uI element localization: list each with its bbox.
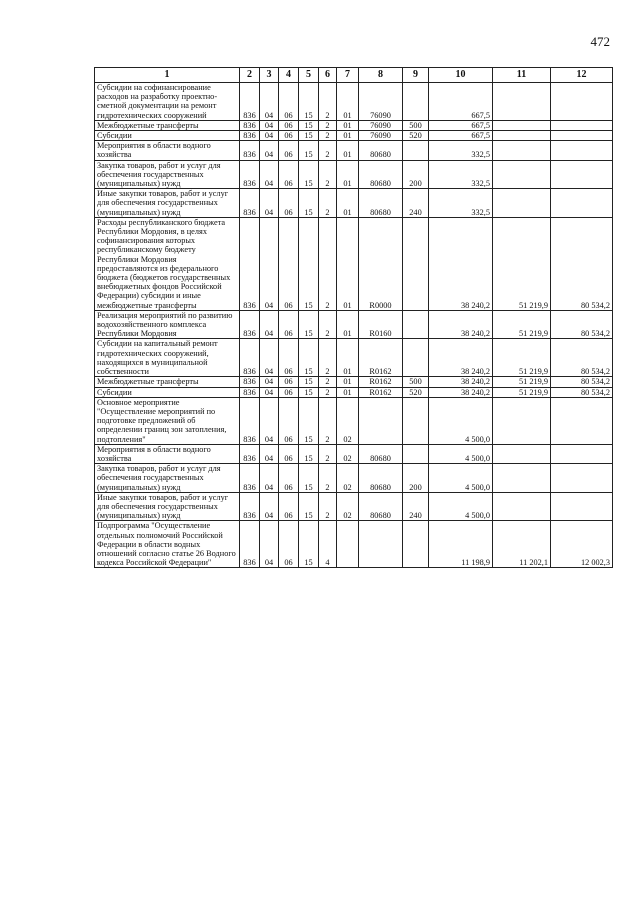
row-code-6: 2 — [319, 464, 337, 493]
table-row — [95, 141, 613, 160]
row-value-12: 80 534,2 — [551, 377, 613, 387]
row-value-10: 667,5 — [429, 120, 493, 130]
row-code-2: 836 — [240, 189, 260, 218]
row-name: Субсидии — [95, 387, 240, 397]
row-code-6: 2 — [319, 131, 337, 141]
row-code-4: 06 — [279, 141, 299, 160]
row-code-4: 06 — [279, 387, 299, 397]
row-value-11 — [493, 464, 551, 493]
row-code-8: 80680 — [359, 141, 403, 160]
row-code-6: 2 — [319, 141, 337, 160]
table-row — [95, 521, 613, 568]
column-header: 1 — [95, 68, 240, 83]
row-value-12: 80 534,2 — [551, 310, 613, 339]
row-code-5: 15 — [299, 492, 319, 521]
table-row — [95, 492, 613, 521]
row-code-4: 06 — [279, 131, 299, 141]
row-code-5: 15 — [299, 444, 319, 463]
row-code-9 — [403, 521, 429, 568]
row-code-8: R0162 — [359, 387, 403, 397]
row-code-9: 240 — [403, 189, 429, 218]
row-code-6: 2 — [319, 444, 337, 463]
row-value-12 — [551, 131, 613, 141]
row-code-7: 01 — [337, 120, 359, 130]
row-code-7: 01 — [337, 217, 359, 310]
row-code-5: 15 — [299, 217, 319, 310]
row-code-7: 01 — [337, 339, 359, 377]
row-code-5: 15 — [299, 160, 319, 189]
row-code-3: 04 — [260, 444, 279, 463]
row-code-2: 836 — [240, 83, 260, 121]
row-value-10: 38 240,2 — [429, 310, 493, 339]
row-code-6: 2 — [319, 217, 337, 310]
row-value-11 — [493, 131, 551, 141]
row-code-4: 06 — [279, 83, 299, 121]
row-code-5: 15 — [299, 131, 319, 141]
row-code-8: 80680 — [359, 160, 403, 189]
row-value-10: 667,5 — [429, 83, 493, 121]
row-name: Мероприятия в области водного хозяйства — [95, 444, 240, 463]
row-code-7: 02 — [337, 444, 359, 463]
budget-table — [94, 67, 613, 568]
row-code-3: 04 — [260, 492, 279, 521]
row-code-9: 500 — [403, 377, 429, 387]
table-row — [95, 377, 613, 387]
row-code-5: 15 — [299, 377, 319, 387]
row-code-7: 01 — [337, 160, 359, 189]
row-code-7: 01 — [337, 83, 359, 121]
row-name: Межбюджетные трансферты — [95, 120, 240, 130]
table-row — [95, 217, 613, 310]
row-code-3: 04 — [260, 120, 279, 130]
row-code-7: 01 — [337, 310, 359, 339]
row-code-8 — [359, 397, 403, 444]
row-code-4: 06 — [279, 217, 299, 310]
row-code-5: 15 — [299, 464, 319, 493]
row-code-5: 15 — [299, 387, 319, 397]
row-code-9 — [403, 339, 429, 377]
column-header: 12 — [551, 68, 613, 83]
row-code-3: 04 — [260, 217, 279, 310]
row-code-3: 04 — [260, 464, 279, 493]
row-value-12: 80 534,2 — [551, 217, 613, 310]
row-code-4: 06 — [279, 444, 299, 463]
row-name: Межбюджетные трансферты — [95, 377, 240, 387]
row-code-5: 15 — [299, 120, 319, 130]
row-code-4: 06 — [279, 189, 299, 218]
row-code-8: R0162 — [359, 377, 403, 387]
row-code-7: 01 — [337, 387, 359, 397]
row-code-2: 836 — [240, 120, 260, 130]
row-code-9 — [403, 444, 429, 463]
row-value-11: 51 219,9 — [493, 377, 551, 387]
row-name: Мероприятия в области водного хозяйства — [95, 141, 240, 160]
row-code-3: 04 — [260, 377, 279, 387]
row-code-8: R0162 — [359, 339, 403, 377]
row-value-12 — [551, 189, 613, 218]
row-code-3: 04 — [260, 387, 279, 397]
row-code-3: 04 — [260, 141, 279, 160]
column-header: 7 — [337, 68, 359, 83]
row-code-9: 200 — [403, 160, 429, 189]
row-value-12: 80 534,2 — [551, 339, 613, 377]
row-code-6: 2 — [319, 310, 337, 339]
row-value-10: 332,5 — [429, 141, 493, 160]
row-value-12 — [551, 397, 613, 444]
row-code-3: 04 — [260, 521, 279, 568]
table-row — [95, 339, 613, 377]
table-row — [95, 464, 613, 493]
row-name: Субсидии на софинансирование расходов на разработку проектно-сметной документации на ремонт гидротехнических сооружений — [95, 83, 240, 121]
row-value-12: 80 534,2 — [551, 387, 613, 397]
table-row — [95, 397, 613, 444]
table-row — [95, 387, 613, 397]
row-code-2: 836 — [240, 377, 260, 387]
row-code-7: 01 — [337, 141, 359, 160]
table-row — [95, 310, 613, 339]
row-code-2: 836 — [240, 160, 260, 189]
row-code-9: 520 — [403, 131, 429, 141]
row-value-11 — [493, 83, 551, 121]
column-header: 10 — [429, 68, 493, 83]
row-value-12: 12 002,3 — [551, 521, 613, 568]
row-value-10: 667,5 — [429, 131, 493, 141]
row-value-11 — [493, 141, 551, 160]
row-code-6: 2 — [319, 189, 337, 218]
row-code-2: 836 — [240, 339, 260, 377]
page-number: 472 — [590, 34, 610, 49]
row-code-8: R0000 — [359, 217, 403, 310]
column-header: 9 — [403, 68, 429, 83]
row-code-6: 2 — [319, 339, 337, 377]
row-value-10: 4 500,0 — [429, 464, 493, 493]
row-name: Подпрограмма "Осуществление отдельных полномочий Российской Федерации в области водных отношений согласно статье 26 Водного кодекса Российской Федерации" — [95, 521, 240, 568]
row-code-8: 80680 — [359, 189, 403, 218]
row-code-4: 06 — [279, 377, 299, 387]
row-code-3: 04 — [260, 310, 279, 339]
column-header: 4 — [279, 68, 299, 83]
row-code-6: 4 — [319, 521, 337, 568]
row-code-6: 2 — [319, 492, 337, 521]
row-value-12 — [551, 444, 613, 463]
table-row — [95, 83, 613, 121]
row-code-2: 836 — [240, 217, 260, 310]
row-value-11 — [493, 444, 551, 463]
row-code-7: 02 — [337, 492, 359, 521]
row-code-2: 836 — [240, 492, 260, 521]
row-value-11 — [493, 492, 551, 521]
row-code-7: 01 — [337, 189, 359, 218]
row-code-2: 836 — [240, 387, 260, 397]
row-value-10: 332,5 — [429, 160, 493, 189]
row-code-8: 80680 — [359, 464, 403, 493]
row-value-11 — [493, 160, 551, 189]
row-code-4: 06 — [279, 160, 299, 189]
row-name: Основное мероприятие "Осуществление мероприятий по подготовке предложений об определении границ зон затопления, подтопления" — [95, 397, 240, 444]
row-value-10: 38 240,2 — [429, 387, 493, 397]
row-code-9 — [403, 217, 429, 310]
row-code-8: R0160 — [359, 310, 403, 339]
row-code-7: 01 — [337, 131, 359, 141]
row-code-8: 80680 — [359, 444, 403, 463]
row-name: Иные закупки товаров, работ и услуг для обеспечения государственных (муниципальных) нужд — [95, 189, 240, 218]
row-code-4: 06 — [279, 339, 299, 377]
row-code-2: 836 — [240, 141, 260, 160]
row-value-10: 38 240,2 — [429, 339, 493, 377]
row-code-7: 02 — [337, 464, 359, 493]
row-code-3: 04 — [260, 131, 279, 141]
row-name: Иные закупки товаров, работ и услуг для обеспечения государственных (муниципальных) нужд — [95, 492, 240, 521]
row-code-5: 15 — [299, 83, 319, 121]
row-code-2: 836 — [240, 310, 260, 339]
row-value-10: 4 500,0 — [429, 444, 493, 463]
row-code-3: 04 — [260, 83, 279, 121]
row-code-9 — [403, 310, 429, 339]
row-code-7: 02 — [337, 397, 359, 444]
row-code-6: 2 — [319, 120, 337, 130]
row-value-11: 51 219,9 — [493, 339, 551, 377]
row-code-5: 15 — [299, 310, 319, 339]
row-name: Закупка товаров, работ и услуг для обеспечения государственных (муниципальных) нужд — [95, 160, 240, 189]
column-header: 3 — [260, 68, 279, 83]
row-code-5: 15 — [299, 339, 319, 377]
row-value-11 — [493, 120, 551, 130]
row-name: Закупка товаров, работ и услуг для обеспечения государственных (муниципальных) нужд — [95, 464, 240, 493]
row-code-7: 01 — [337, 377, 359, 387]
column-header: 2 — [240, 68, 260, 83]
table-row — [95, 189, 613, 218]
row-code-7 — [337, 521, 359, 568]
row-value-12 — [551, 83, 613, 121]
row-code-9 — [403, 141, 429, 160]
row-code-5: 15 — [299, 397, 319, 444]
column-header: 6 — [319, 68, 337, 83]
row-code-6: 2 — [319, 397, 337, 444]
table-row — [95, 120, 613, 130]
row-code-9: 240 — [403, 492, 429, 521]
row-value-10: 38 240,2 — [429, 217, 493, 310]
row-code-3: 04 — [260, 160, 279, 189]
row-code-2: 836 — [240, 444, 260, 463]
row-code-5: 15 — [299, 521, 319, 568]
row-code-2: 836 — [240, 131, 260, 141]
row-value-11: 11 202,1 — [493, 521, 551, 568]
row-value-10: 11 198,9 — [429, 521, 493, 568]
row-value-12 — [551, 120, 613, 130]
row-value-11 — [493, 189, 551, 218]
row-code-8: 80680 — [359, 492, 403, 521]
row-code-9 — [403, 83, 429, 121]
row-value-11: 51 219,9 — [493, 310, 551, 339]
row-value-11: 51 219,9 — [493, 217, 551, 310]
row-code-8: 76090 — [359, 120, 403, 130]
row-value-11 — [493, 397, 551, 444]
row-code-2: 836 — [240, 521, 260, 568]
row-code-8 — [359, 521, 403, 568]
row-value-10: 4 500,0 — [429, 397, 493, 444]
row-code-2: 836 — [240, 464, 260, 493]
row-code-3: 04 — [260, 339, 279, 377]
row-code-4: 06 — [279, 397, 299, 444]
row-name: Субсидии — [95, 131, 240, 141]
row-code-8: 76090 — [359, 131, 403, 141]
row-name: Реализация мероприятий по развитию водохозяйственного комплекса Республики Мордовия — [95, 310, 240, 339]
row-code-4: 06 — [279, 521, 299, 568]
row-value-12 — [551, 464, 613, 493]
row-code-4: 06 — [279, 464, 299, 493]
row-code-3: 04 — [260, 397, 279, 444]
row-name: Расходы республиканского бюджета Республики Мордовия, в целях софинансирования которых республиканскому бюджету Республики Мордовия предоставляются из федерального бюджета (бюджетов государственных внебюджетных фондов Российской Федерации) субсидии и иные межбюджетные трансферты — [95, 217, 240, 310]
row-code-6: 2 — [319, 377, 337, 387]
row-value-10: 38 240,2 — [429, 377, 493, 387]
row-code-4: 06 — [279, 310, 299, 339]
row-code-2: 836 — [240, 397, 260, 444]
row-code-4: 06 — [279, 492, 299, 521]
row-value-11: 51 219,9 — [493, 387, 551, 397]
row-code-5: 15 — [299, 141, 319, 160]
row-value-12 — [551, 141, 613, 160]
row-code-3: 04 — [260, 189, 279, 218]
column-header: 5 — [299, 68, 319, 83]
row-value-12 — [551, 160, 613, 189]
row-value-10: 332,5 — [429, 189, 493, 218]
table-row — [95, 160, 613, 189]
row-code-4: 06 — [279, 120, 299, 130]
row-code-9: 200 — [403, 464, 429, 493]
row-code-6: 2 — [319, 83, 337, 121]
table-row — [95, 131, 613, 141]
row-name: Субсидии на капитальный ремонт гидротехнических сооружений, находящихся в муниципальной собственности — [95, 339, 240, 377]
row-code-6: 2 — [319, 387, 337, 397]
column-header: 8 — [359, 68, 403, 83]
row-value-10: 4 500,0 — [429, 492, 493, 521]
row-code-8: 76090 — [359, 83, 403, 121]
table-header-row — [95, 68, 613, 83]
table-body — [95, 83, 613, 568]
row-code-9: 520 — [403, 387, 429, 397]
column-header: 11 — [493, 68, 551, 83]
row-code-9: 500 — [403, 120, 429, 130]
table-row — [95, 444, 613, 463]
row-value-12 — [551, 492, 613, 521]
row-code-5: 15 — [299, 189, 319, 218]
row-code-6: 2 — [319, 160, 337, 189]
row-code-9 — [403, 397, 429, 444]
